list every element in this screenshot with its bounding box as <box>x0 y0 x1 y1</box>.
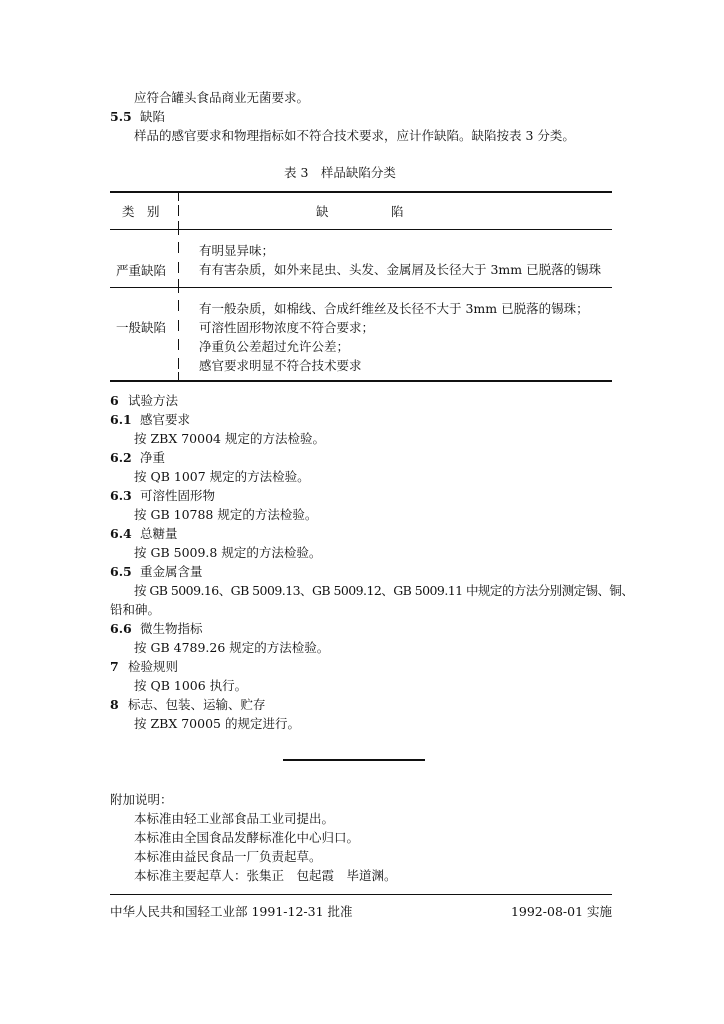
table-separator <box>178 221 179 235</box>
table-top-rule <box>110 191 612 193</box>
notes-line: 本标准由轻工业部食品工业司提出。 <box>134 811 335 826</box>
table-row-category: 一般缺陷 <box>116 320 167 335</box>
table-separator <box>178 279 179 293</box>
section-6-number: 6 <box>110 393 119 408</box>
section-7-title: 检验规则 <box>128 659 179 674</box>
section-6-3-title: 可溶性固形物 <box>140 488 216 503</box>
table-row-rule <box>110 287 612 288</box>
section-6-4-number: 6.4 <box>110 526 132 541</box>
section-7-text: 按 QB 1006 执行。 <box>134 678 248 693</box>
section-6-4-title: 总糖量 <box>140 526 178 541</box>
table-separator <box>178 242 179 253</box>
section-8-title: 标志、包装、运输、贮存 <box>128 697 266 712</box>
table-separator <box>178 193 179 201</box>
section-6-5-text: 按 GB 5009.16、GB 5009.13、GB 5009.12、GB 5009.11 中规定的方法分别测定锡、铜、 <box>134 583 634 598</box>
section-5-5-number: 5.5 <box>110 109 132 124</box>
table-header-category: 类 别 <box>122 204 160 219</box>
notes-line: 本标准由益民食品一厂负责起草。 <box>134 849 322 864</box>
table-separator <box>178 205 179 216</box>
section-6-6-title: 微生物指标 <box>140 621 203 636</box>
table-row-item: 有一般杂质，如棉线、合成纤维丝及长径不大于 3mm 已脱落的锡珠； <box>199 301 589 316</box>
table-separator <box>178 320 179 331</box>
notes-line: 本标准主要起草人：张集正 包起霞 毕道渊。 <box>134 868 397 883</box>
section-6-3-text: 按 GB 10788 规定的方法检验。 <box>134 507 318 522</box>
table-separator <box>178 262 179 273</box>
table-separator <box>178 372 179 380</box>
section-6-5-text-continued: 铅和砷。 <box>110 602 161 617</box>
section-6-5-title: 重金属含量 <box>140 564 203 579</box>
table-row-item: 感官要求明显不符合技术要求 <box>199 358 362 373</box>
section-5-5-text: 样品的感官要求和物理指标如不符合技术要求，应计作缺陷。缺陷按表 3 分类。 <box>134 128 575 143</box>
section-6-5-number: 6.5 <box>110 564 132 579</box>
table-separator <box>178 358 179 369</box>
section-6-2-title: 净重 <box>140 450 166 465</box>
notes-title: 附加说明： <box>110 792 173 807</box>
section-6-6-text: 按 GB 4789.26 规定的方法检验。 <box>134 640 330 655</box>
section-6-title: 试验方法 <box>128 393 179 408</box>
table-row-item: 有有害杂质，如外来昆虫、头发、金属屑及长径大于 3mm 已脱落的锡珠 <box>199 262 602 277</box>
table-caption: 表 3 样品缺陷分类 <box>284 165 396 180</box>
section-8-text: 按 ZBX 70005 的规定进行。 <box>134 716 300 731</box>
table-bottom-rule <box>110 380 612 382</box>
table-row-item: 有明显异味； <box>199 243 275 258</box>
footer-rule <box>110 894 612 895</box>
section-5-5-title: 缺陷 <box>140 109 166 124</box>
table-header-rule <box>110 229 612 230</box>
section-6-1-title: 感官要求 <box>140 412 191 427</box>
footer-implementation: 1992-08-01 实施 <box>510 904 612 919</box>
footer-approval: 中华人民共和国轻工业部 1991-12-31 批准 <box>110 904 353 919</box>
table-separator <box>178 339 179 350</box>
section-8-number: 8 <box>110 697 119 712</box>
section-7-number: 7 <box>110 659 119 674</box>
section-6-2-number: 6.2 <box>110 450 132 465</box>
section-6-2-text: 按 QB 1007 规定的方法检验。 <box>134 469 310 484</box>
table-separator <box>178 300 179 311</box>
table-header-defect: 缺 陷 <box>316 204 404 219</box>
section-6-3-number: 6.3 <box>110 488 132 503</box>
end-rule <box>283 759 425 761</box>
table-row-item: 净重负公差超过允许公差； <box>199 339 350 354</box>
section-6-1-text: 按 ZBX 70004 规定的方法检验。 <box>134 431 325 446</box>
notes-line: 本标准由全国食品发酵标准化中心归口。 <box>134 830 360 845</box>
section-6-4-text: 按 GB 5009.8 规定的方法检验。 <box>134 545 322 560</box>
section-6-1-number: 6.1 <box>110 412 132 427</box>
table-row-item: 可溶性固形物浓度不符合要求； <box>199 320 375 335</box>
table-row-category: 严重缺陷 <box>116 263 167 278</box>
section-6-6-number: 6.6 <box>110 621 132 636</box>
intro-line: 应符合罐头食品商业无菌要求。 <box>134 90 310 105</box>
